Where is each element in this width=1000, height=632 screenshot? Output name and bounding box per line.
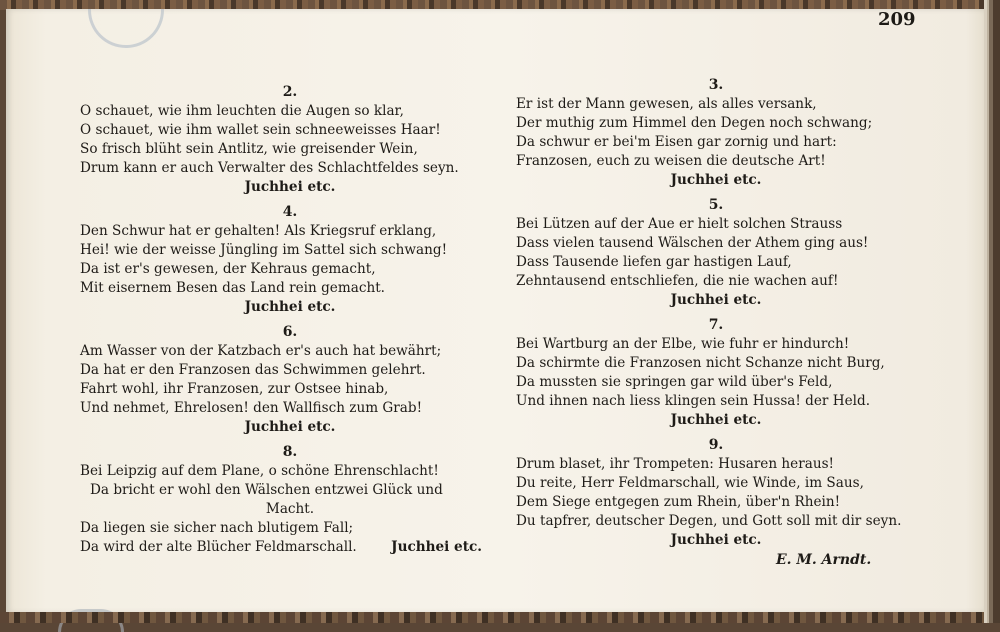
verse-line: Er ist der Mann gewesen, als alles versank, [516, 96, 817, 112]
page-number: 209 [878, 9, 916, 30]
verse-line: Franzosen, euch zu weisen die deutsche Art! [516, 153, 826, 169]
refrain: Juchhei etc. [244, 179, 336, 195]
verse-line: Am Wasser von der Katzbach er's auch hat bewährt; [80, 343, 442, 359]
verse-line: O schauet, wie ihm leuchten die Augen so klar, [80, 103, 404, 119]
verse-line: Da mussten sie springen gar wild über's Feld, [516, 374, 833, 390]
stanza-6 [80, 323, 500, 437]
verse-line: Da ist er's gewesen, der Kehraus gemacht, [80, 261, 376, 277]
right-column [516, 76, 916, 556]
page-edges [984, 0, 1000, 623]
stanza-9 [516, 436, 916, 550]
refrain: Juchhei etc. [391, 539, 482, 555]
verse-line: O schauet, wie ihm wallet sein schneeweisses Haar! [80, 122, 441, 138]
verse-line: Bei Lützen auf der Aue er hielt solchen Strauss [516, 216, 843, 232]
refrain: Juchhei etc. [244, 299, 336, 315]
stanza-number: 7. [708, 317, 724, 333]
refrain: Juchhei etc. [670, 532, 762, 548]
stanza-number: 2. [282, 84, 298, 100]
verse-line: So frisch blüht sein Antlitz, wie greisender Wein, [80, 141, 418, 157]
verse-line: Da bricht er wohl den Wälschen entzwei Glück und [90, 482, 443, 498]
verse-line-with-refrain [80, 538, 500, 557]
verse-line: Da schwur er bei'm Eisen gar zornig und hart: [516, 134, 837, 150]
verse-line: Fahrt wohl, ihr Franzosen, zur Ostsee hinab, [80, 381, 389, 397]
refrain: Juchhei etc. [670, 412, 762, 428]
stanza-number: 6. [282, 324, 298, 340]
verse-line: Bei Leipzig auf dem Plane, o schöne Ehrenschlacht! [80, 463, 439, 479]
stanza-4 [80, 203, 500, 317]
left-column [80, 83, 500, 563]
stanza-2 [80, 83, 500, 197]
verse-line: Dass vielen tausend Wälschen der Athem ging aus! [516, 235, 869, 251]
stanza-number: 9. [708, 437, 724, 453]
stanza-7 [516, 316, 916, 430]
verse-line: Mit eisernem Besen das Land rein gemacht. [80, 280, 385, 296]
stanza-8 [80, 443, 500, 557]
verse-line: Da wird der alte Blücher Feldmarschall. [80, 539, 357, 555]
verse-line: Macht. [265, 501, 315, 517]
refrain: Juchhei etc. [244, 419, 336, 435]
verse-line: Du tapfrer, deutscher Degen, und Gott soll mit dir seyn. [516, 513, 902, 529]
stanza-5 [516, 196, 916, 310]
verse-line: Dass Tausende liefen gar hastigen Lauf, [516, 254, 792, 270]
verse-line: Drum blaset, ihr Trompeten: Husaren heraus! [516, 456, 835, 472]
verse-line: Du reite, Herr Feldmarschall, wie Winde, im Saus, [516, 475, 864, 491]
verse-line: Da hat er den Franzosen das Schwimmen gelehrt. [80, 362, 426, 378]
refrain: Juchhei etc. [670, 292, 762, 308]
binding-ring-icon [88, 9, 164, 48]
verse-line: Bei Wartburg an der Elbe, wie fuhr er hindurch! [516, 336, 850, 352]
verse-line: Hei! wie der weisse Jüngling im Sattel sich schwang! [80, 242, 448, 258]
stanza-number: 5. [708, 197, 724, 213]
stanza-3 [516, 76, 916, 190]
marbled-edge-bottom [0, 612, 1000, 623]
stanza-number: 3. [708, 77, 724, 93]
author-signature: E. M. Arndt. [776, 552, 872, 568]
verse-line: Dem Siege entgegen zum Rhein, über'n Rhein! [516, 494, 841, 510]
verse-line: Da liegen sie sicher nach blutigem Fall; [80, 520, 354, 536]
verse-line: Und nehmet, Ehrelosen! den Wallfisch zum Grab! [80, 400, 423, 416]
verse-line: Da schirmte die Franzosen nicht Schanze nicht Burg, [516, 355, 885, 371]
verse-line: Der muthig zum Himmel den Degen noch schwang; [516, 115, 873, 131]
verse-line: Und ihnen nach liess klingen sein Hussa! der Held. [516, 393, 871, 409]
verse-line: Drum kann er auch Verwalter des Schlachtfeldes seyn. [80, 160, 459, 176]
refrain: Juchhei etc. [670, 172, 762, 188]
stanza-number: 4. [282, 204, 298, 220]
verse-line: Den Schwur hat er gehalten! Als Kriegsruf erklang, [80, 223, 437, 239]
verse-line: Zehntausend entschliefen, die nie wachen auf! [516, 273, 839, 289]
stanza-number: 8. [282, 444, 298, 460]
